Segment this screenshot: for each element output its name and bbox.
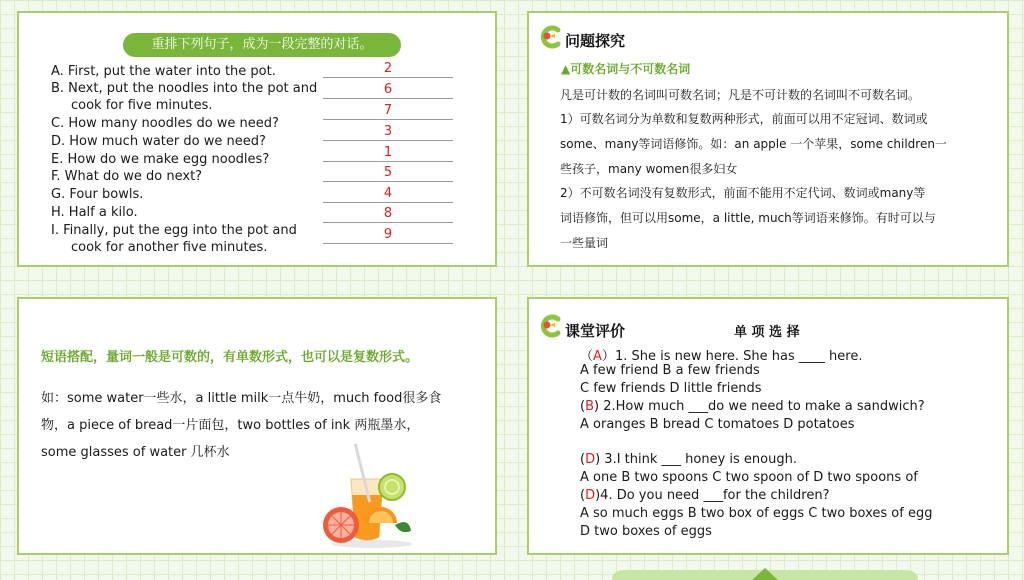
evaluation-title: 课堂评价 (565, 322, 626, 340)
bracket-open: ( (580, 488, 586, 503)
bracket-open: ( (580, 399, 586, 414)
bracket-open: （ (580, 349, 594, 364)
phrases-line: some glasses of water 几杯水 (41, 445, 230, 460)
options-line: A so much eggs B two box of eggs C two boxes of egg (580, 506, 933, 521)
reorder-panel (17, 11, 497, 267)
question-text: 2.How much ___do we need to make a sandwich? (599, 399, 925, 414)
options-line: A one B two spoons C two spoon of D two spoons of (580, 470, 918, 485)
c-bird-logo-icon (538, 25, 564, 49)
sentence-b-cont: cook for five minutes. (71, 98, 213, 113)
bracket-close: ) (594, 399, 600, 414)
sentence-d: D. How much water do we need? (51, 134, 266, 149)
question-text: 1. She is new here. She has ____ here. (614, 349, 863, 364)
question-text: 4. Do you need ___for the children? (600, 488, 830, 503)
bracket-close: ） (601, 349, 615, 364)
explore-line: 凡是可计数的名词叫可数名词；凡是不可计数的名词叫不可数名词。 (560, 88, 921, 102)
reorder-title: 重排下列句子，成为一段完整的对话。 (123, 33, 401, 57)
phrases-line: 物，a piece of bread一片面包，two bottles of ink 两瓶墨水， (41, 418, 420, 433)
explore-title: 问题探究 (565, 32, 626, 50)
answer-blank: 7 (323, 102, 453, 120)
evaluation-panel (527, 297, 1009, 555)
orange-juice-image (317, 437, 417, 549)
single-choice-label: 单 项 选 择 (734, 325, 800, 340)
phrases-heading: 短语搭配，量词一般是可数的，有单数形式，也可以是复数形式。 (41, 350, 419, 365)
options-line: D two boxes of eggs (580, 524, 712, 539)
question-text: 3.I think ___ honey is enough. (600, 452, 797, 467)
sentence-c: C. How many noodles do we need? (51, 116, 279, 131)
phrases-panel (17, 297, 497, 555)
explore-subtitle: ▲可数名词与不可数名词 (561, 62, 691, 76)
answer-blank: 8 (323, 205, 453, 223)
question-1 (580, 345, 862, 364)
bottom-decoration (612, 568, 918, 580)
sentence-g: G. Four bowls. (51, 187, 144, 202)
explore-line: 1）可数名词分为单数和复数两种形式，前面可以用不定冠词、数词或 (560, 112, 928, 126)
sentence-e: E. How do we make egg noodles? (51, 152, 270, 167)
options-line: A oranges B bread C tomatoes D potatoes (580, 417, 855, 432)
sentence-f: F. What do we do next? (51, 169, 203, 184)
sentence-a: A. First, put the water into the pot. (51, 64, 276, 79)
answer-blank: 3 (323, 123, 453, 141)
explore-line: 一些量词 (560, 236, 609, 250)
phrases-line: 如：some water一些水，a little milk一点牛奶，much food很多食 (41, 391, 442, 406)
question-3 (580, 452, 797, 467)
explore-line: some、many等词语修饰。如：an apple 一个苹果，some children一 (560, 137, 947, 151)
bracket-close: ) (595, 452, 601, 467)
bracket-close: ) (595, 488, 601, 503)
answer-a: A (593, 349, 602, 364)
question-4 (580, 488, 829, 503)
options-line: C few friends D little friends (580, 381, 762, 396)
answer-b: B (585, 399, 594, 414)
explore-line: 词语修饰，但可以用some，a little, much等词语来修饰。有时可以与 (560, 211, 936, 225)
answer-blank: 9 (323, 226, 453, 244)
answer-blank: 1 (323, 144, 453, 162)
c-bird-logo-icon (538, 314, 564, 338)
answer-blank: 2 (323, 60, 453, 78)
options-line: A few friend B a few friends (580, 363, 760, 378)
sentence-b: B. Next, put the noodles into the pot and (51, 81, 318, 96)
answer-blank: 6 (323, 81, 453, 99)
answer-d: D (585, 488, 596, 503)
sentence-i-cont: cook for another five minutes. (71, 240, 268, 255)
answer-blank: 5 (323, 164, 453, 182)
bracket-open: ( (580, 452, 586, 467)
sentence-h: H. Half a kilo. (51, 205, 138, 220)
sentence-i: I. Finally, put the egg into the pot and (51, 223, 297, 238)
answer-blank: 4 (323, 185, 453, 203)
explore-line: 些孩子，many women很多妇女 (560, 162, 738, 176)
explore-line: 2）不可数名词没有复数形式，前面不能用不定代词、数词或many等 (560, 186, 926, 200)
explore-panel (527, 11, 1009, 267)
answer-d: D (585, 452, 596, 467)
question-2 (580, 399, 925, 414)
